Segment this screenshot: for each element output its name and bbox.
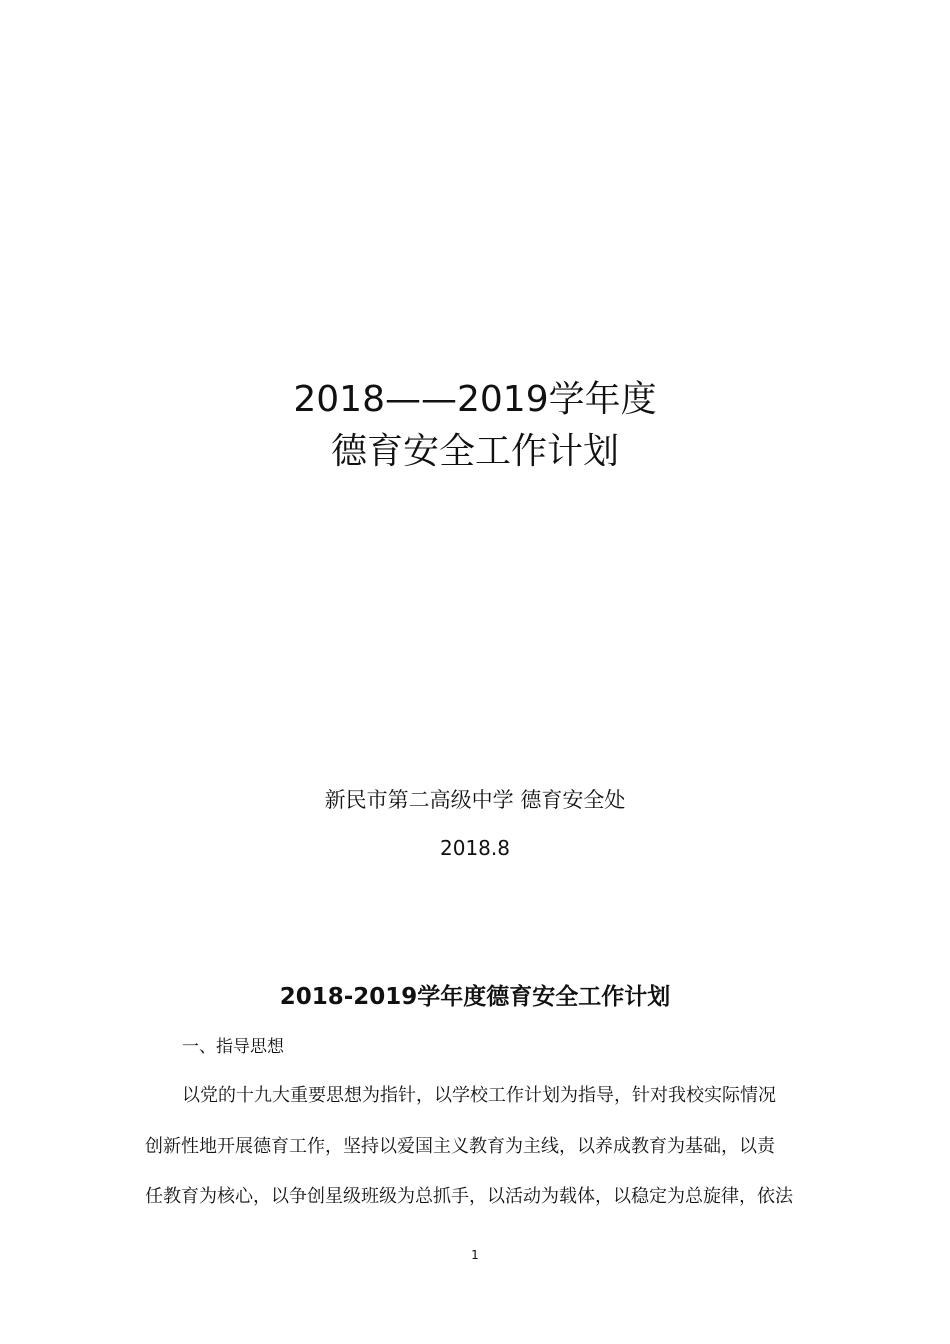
cover-date: 2018.8: [440, 836, 510, 860]
body-text-line: 创新性地开展德育工作，坚持以爱国主义教育为主线，以养成教育为基础，以责: [145, 1136, 775, 1157]
page-number: 1: [471, 1248, 479, 1262]
body-text-line: 任教育为核心，以争创星级班级为总抓手，以活动为载体，以稳定为总旋律，依法: [145, 1186, 793, 1207]
cover-title-plan: 德育安全工作计划: [330, 431, 619, 472]
cover-organization: 新民市第二高级中学 德育安全处: [324, 788, 626, 812]
document-heading: 2018-2019学年度德育安全工作计划: [279, 984, 671, 1010]
section-title-guiding-ideology: 一、指导思想: [182, 1037, 284, 1057]
cover-title-year: 2018——2019学年度: [293, 379, 657, 420]
body-text-line: 以党的十九大重要思想为指针，以学校工作计划为指导，针对我校实际情况: [182, 1085, 776, 1106]
